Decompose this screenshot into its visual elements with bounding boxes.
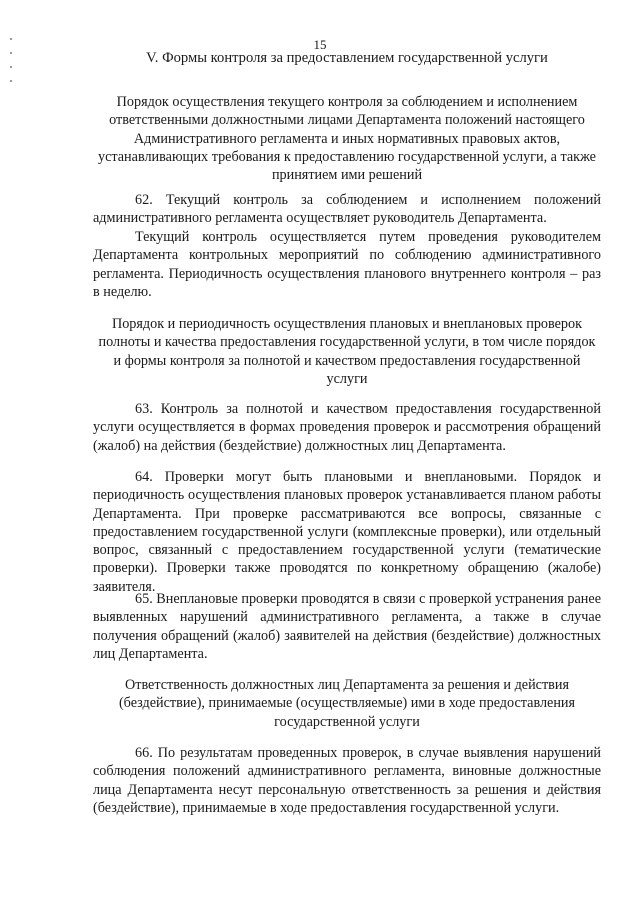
subsection-heading-responsibility: Ответственность должностных лиц Департамента за решения и действия (бездействие), принимаемые (осуществляемые) ими в ходе предоставления государственной услуги (118, 677, 576, 730)
subsection-heading-current-control: Порядок осуществления текущего контроля за соблюдением и исполнением ответственными должностными лицами Департамента положений настоящего Административного регламента и иных нормативных правовых актов, устанавливающих требования к предоставлению государственной услуги, а также принятием ими решений (98, 94, 596, 184)
paragraph-62-continued: Текущий контроль осуществляется путем проведения руководителем Департамента контрольных мероприятий по соблюдению административного регламента. Периодичность осуществления планового внутреннего контроля – раз в неделю. (93, 229, 601, 300)
section-title: V. Формы контроля за предоставлением государственной услуги (146, 50, 548, 66)
scan-artifact (10, 66, 12, 68)
paragraph-65: 65. Внеплановые проверки проводятся в связи с проверкой устранения ранее выявленных нарушений административного регламента, а также в случае получения обращений (жалоб) заявителей на действия (бездействие) должностных лиц Департамента. (93, 591, 601, 662)
paragraph-63: 63. Контроль за полнотой и качеством предоставления государственной услуги осуществляется в формах проведения проверок и рассмотрения обращений (жалоб) на действия (бездействие) должностных лиц Департамента. (93, 401, 601, 454)
paragraph-66: 66. По результатам проведенных проверок, в случае выявления нарушений соблюдения положений административного регламента, виновные должностные лица Департамента несут персональную ответственность за решения и действия (бездействие), принимаемые в ходе предоставления государственной услуги. (93, 745, 601, 816)
scan-artifact (10, 80, 12, 82)
subsection-heading-inspections: Порядок и периодичность осуществления плановых и внеплановых проверок полноты и качества предоставления государственной услуги, в том числе порядок и формы контроля за полнотой и качеством предоставления государственной услуги (98, 316, 596, 387)
page-number: 15 (313, 37, 327, 52)
paragraph-62: 62. Текущий контроль за соблюдением и исполнением положений административного регламента осуществляет руководитель Департамента. (93, 192, 601, 227)
paragraph-64: 64. Проверки могут быть плановыми и внеплановыми. Порядок и периодичность осуществления плановых проверок устанавливается планом работы Департамента. При проверке рассматриваются все вопросы, связанные с предоставлением государственной услуги (комплексные проверки), или отдельный вопрос, связанный с предоставлением государственной услуги (тематические проверки). Проверки также проводятся по конкретному обращению (жалобе) заявителя. (93, 469, 601, 595)
